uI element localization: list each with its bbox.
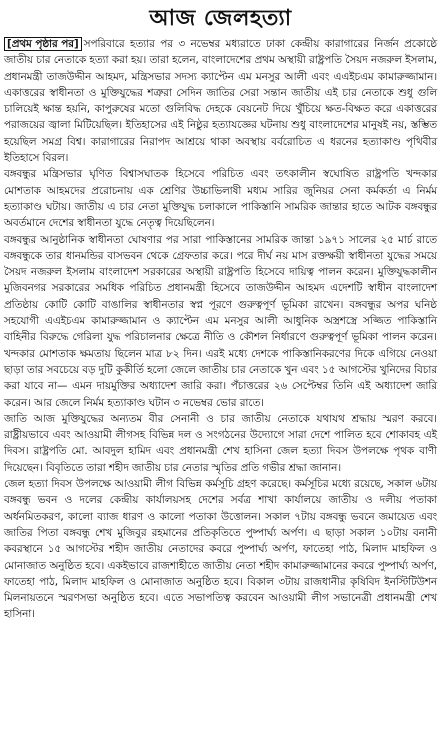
paragraph-text: বঙ্গবন্ধুর আনুষ্ঠানিক স্বাধীনতা ঘোষণার পর সারা পাকিস্তানের সামরিক জান্তা ১৯৭১ সালের ২৫ মার্চ রাতে বঙ্গবন্ধুকে তার ধানমন্ডির বাসভবন থেকে গ্রেফতার করে। পরে দীর্ঘ নয় মাস রক্তক্ষয়ী স্বাধীনতা যুদ্ধের সময়ে সৈয়দ নজরুল ইসলাম বাংলাদেশ সরকারের অস্থায়ী রাষ্ট্রপতি হিসেবে দায়িত্ব পালন করেন। মুক্তিযুদ্ধকালীন মুজিবনগর সরকারের সমধিক পরিচিত প্রধানমন্ত্রী হিসেবে তাজউদ্দীন আহমদ এদেশটি স্বাধীন বাংলাদেশ প্রতিষ্ঠায় কোটি কোটি বাঙালির স্বাধীনতার স্বপ্ন পূরণে গুরুত্বপূর্ণ ভূমিকা রাখেন। বঙ্গবন্ধুর অপর ঘনিষ্ঠ সহযোগী এএইচএম কামারুজ্জামান ও ক্যাপ্টেন এম মনসুর আলী আধুনিক অস্ত্রশস্ত্রে সজ্জিত পাকিস্তানি বাহিনীর বিরুদ্ধে গেরিলা যুদ্ধ পরিচালনার ক্ষেত্রে নীতি ও কৌশল নির্ধারণে গুরুত্বপূর্ণ ভূমিকা পালন করেন। খন্দকার মোশতাক ক্ষমতায় ছিলেন মাত্র ৮২ দিন। এরই মধ্যে দেশকে পাকিস্তানিকরণের দিকে এগিয়ে নেওয়া ছাড়া তার সবচেয়ে বড় দুটি কুকীর্তি হলো জেলে জাতীয় চার নেতাকে খুন এবং ১৫ আগস্টের খুনিদের বিচার করা যাবে না— এমন দায়মুক্তির অধ্যাদেশ জারি করা। পঁচাত্তরের ২৬ সেপ্টেম্বর তিনি এই অধ্যাদেশ জারি করেন। আর জেলে নির্মম হত্যাকাণ্ড ঘটান ৩ নভেম্বর ভোর রাতে। [4,233,437,409]
paragraph-text: বঙ্গবন্ধুর মন্ত্রিসভার ঘৃণিত বিশ্বাসঘাতক হিসেবে পরিচিত এবং তৎকালীন স্বঘোষিত রাষ্ট্রপতি খন্দকার মোশতাক আহমদের প্ররোচনায় এক শ্রেণির উচ্চাভিলাষী মধ্যম সারির জুনিয়র সেনা কর্মকর্তা এ নির্মম হত্যাকাণ্ড ঘটায়। জাতীয় এ চার নেতা মুক্তিযুদ্ধ চলাকালে পাকিস্তানি সামরিক জান্তার হাতে আটক বঙ্গবন্ধুর অবর্তমানে দেশের স্বাধীনতা যুদ্ধে নেতৃত্ব দিয়েছিলেন। [4,168,437,230]
article-body [4,36,437,623]
headline: আজ জেলহত্যা [149,6,292,31]
article-paragraph [4,411,437,476]
article-paragraph [4,36,437,166]
paragraph-text: জেল হত্যা দিবস উপলক্ষে আওয়ামী লীগ বিভিন্ন কর্মসূচি গ্রহণ করেছে। কর্মসূচির মধ্যে রয়েছে, সকাল ৬টায় বঙ্গবন্ধু ভবন ও দলের কেন্দ্রীয় কার্যালয়সহ দেশের সর্বত্র শাখা কার্যালয়ে জাতীয় ও দলীয় পতাকা অর্ধনমিতকরণ, কালো ব্যাজ ধারণ ও কালো পতাকা উত্তোলন। সকাল ৭টায় বঙ্গবন্ধু ভবনে জমায়েত এবং জাতির পিতা বঙ্গবন্ধু শেখ মুজিবুর রহমানের প্রতিকৃতিতে পুষ্পার্ঘ্য অর্পণ। এ ছাড়া সকাল ১০টায় বনানী কবরস্থানে ১৫ আগস্টের শহীদ জাতীয় নেতাদের কবরে পুষ্পার্ঘ্য অর্পণ, ফাতেহা পাঠ, মিলাদ মাহফিল ও মোনাজাত অনুষ্ঠিত হবে। একইভাবে রাজশাহীতে জাতীয় নেতা শহীদ কামারুজ্জামানের কবরে পুষ্পার্ঘ্য অর্পণ, ফাতেহা পাঠ, মিলাদ মাহফিল ও মোনাজাত অনুষ্ঠিত হবে। বিকাল ৩টায় রাজধানীর কৃষিবিদ ইনস্টিটিউশন মিলনায়তনে স্মরণসভা অনুষ্ঠিত হবে। এতে সভাপতিত্ব করবেন আওয়ামী লীগ সভানেত্রী প্রধানমন্ত্রী শেখ হাসিনা। [4,478,437,621]
paragraph-text: জাতি আজ মুক্তিযুদ্ধের অন্যতম বীর সেনানী ও চার জাতীয় নেতাকে যথাযথ শ্রদ্ধায় স্মরণ করবে। রাষ্ট্রীয়ভাবে এবং আওয়ামী লীগসহ বিভিন্ন দল ও সংগঠনের উদ্যোগে সারা দেশে পালিত হবে শোকাবহ এই দিবস। রাষ্ট্রপতি মো. আবদুল হামিদ এবং প্রধানমন্ত্রী শেখ হাসিনা জেল হত্যা দিবস উপলক্ষে পৃথক বাণী দিয়েছেন। বিবৃতিতে তারা শহীদ জাতীয় চার নেতার স্মৃতির প্রতি গভীর শ্রদ্ধা জানান। [4,412,437,474]
article-paragraph [4,476,437,623]
article-paragraph [4,232,437,411]
continuation-label: [প্রথম পৃষ্ঠার পর] [4,37,82,51]
paragraph-text: সপরিবারে হত্যার পর ৩ নভেম্বর মধ্যরাতে ঢাকা কেন্দ্রীয় কারাগারের নির্জন প্রকোষ্ঠে জাতীয় চার নেতাকে হত্যা করা হয়। তারা হলেন, বাংলাদেশের প্রথম অস্থায়ী রাষ্ট্রপতি সৈয়দ নজরুল ইসলাম, প্রধানমন্ত্রী তাজউদ্দীন আহমদ, মন্ত্রিসভার সদস্য ক্যাপ্টেন এম মনসুর আলী এবং এএইচএম কামারুজ্জামান। একাত্তরের স্বাধীনতা ও মুক্তিযুদ্ধের শত্রুরা সেদিন জাতির সেরা সন্তান জাতীয় এই চার নেতাকে শুধু গুলি চালিয়েই ক্ষান্ত হয়নি, কাপুরুষের মতো গুলিবিদ্ধ দেহকে বেয়নেট দিয়ে খুঁচিয়ে ক্ষত-বিক্ষত করে একাত্তরের পরাজয়ের জ্বালা মিটিয়েছিল। ইতিহাসের এই নিষ্ঠুর হত্যাযজ্ঞের ঘটনায় শুধু বাংলাদেশের মানুষই নয়, স্তম্ভিত হয়েছিল সমগ্র বিশ্ব। কারাগারের নিরাপদ আশ্রয়ে থাকা অবস্থায় বর্বরোচিত এ ধরনের হত্যাকাণ্ড পৃথিবীর ইতিহাসে বিরল। [4,38,437,165]
article-paragraph [4,166,437,231]
